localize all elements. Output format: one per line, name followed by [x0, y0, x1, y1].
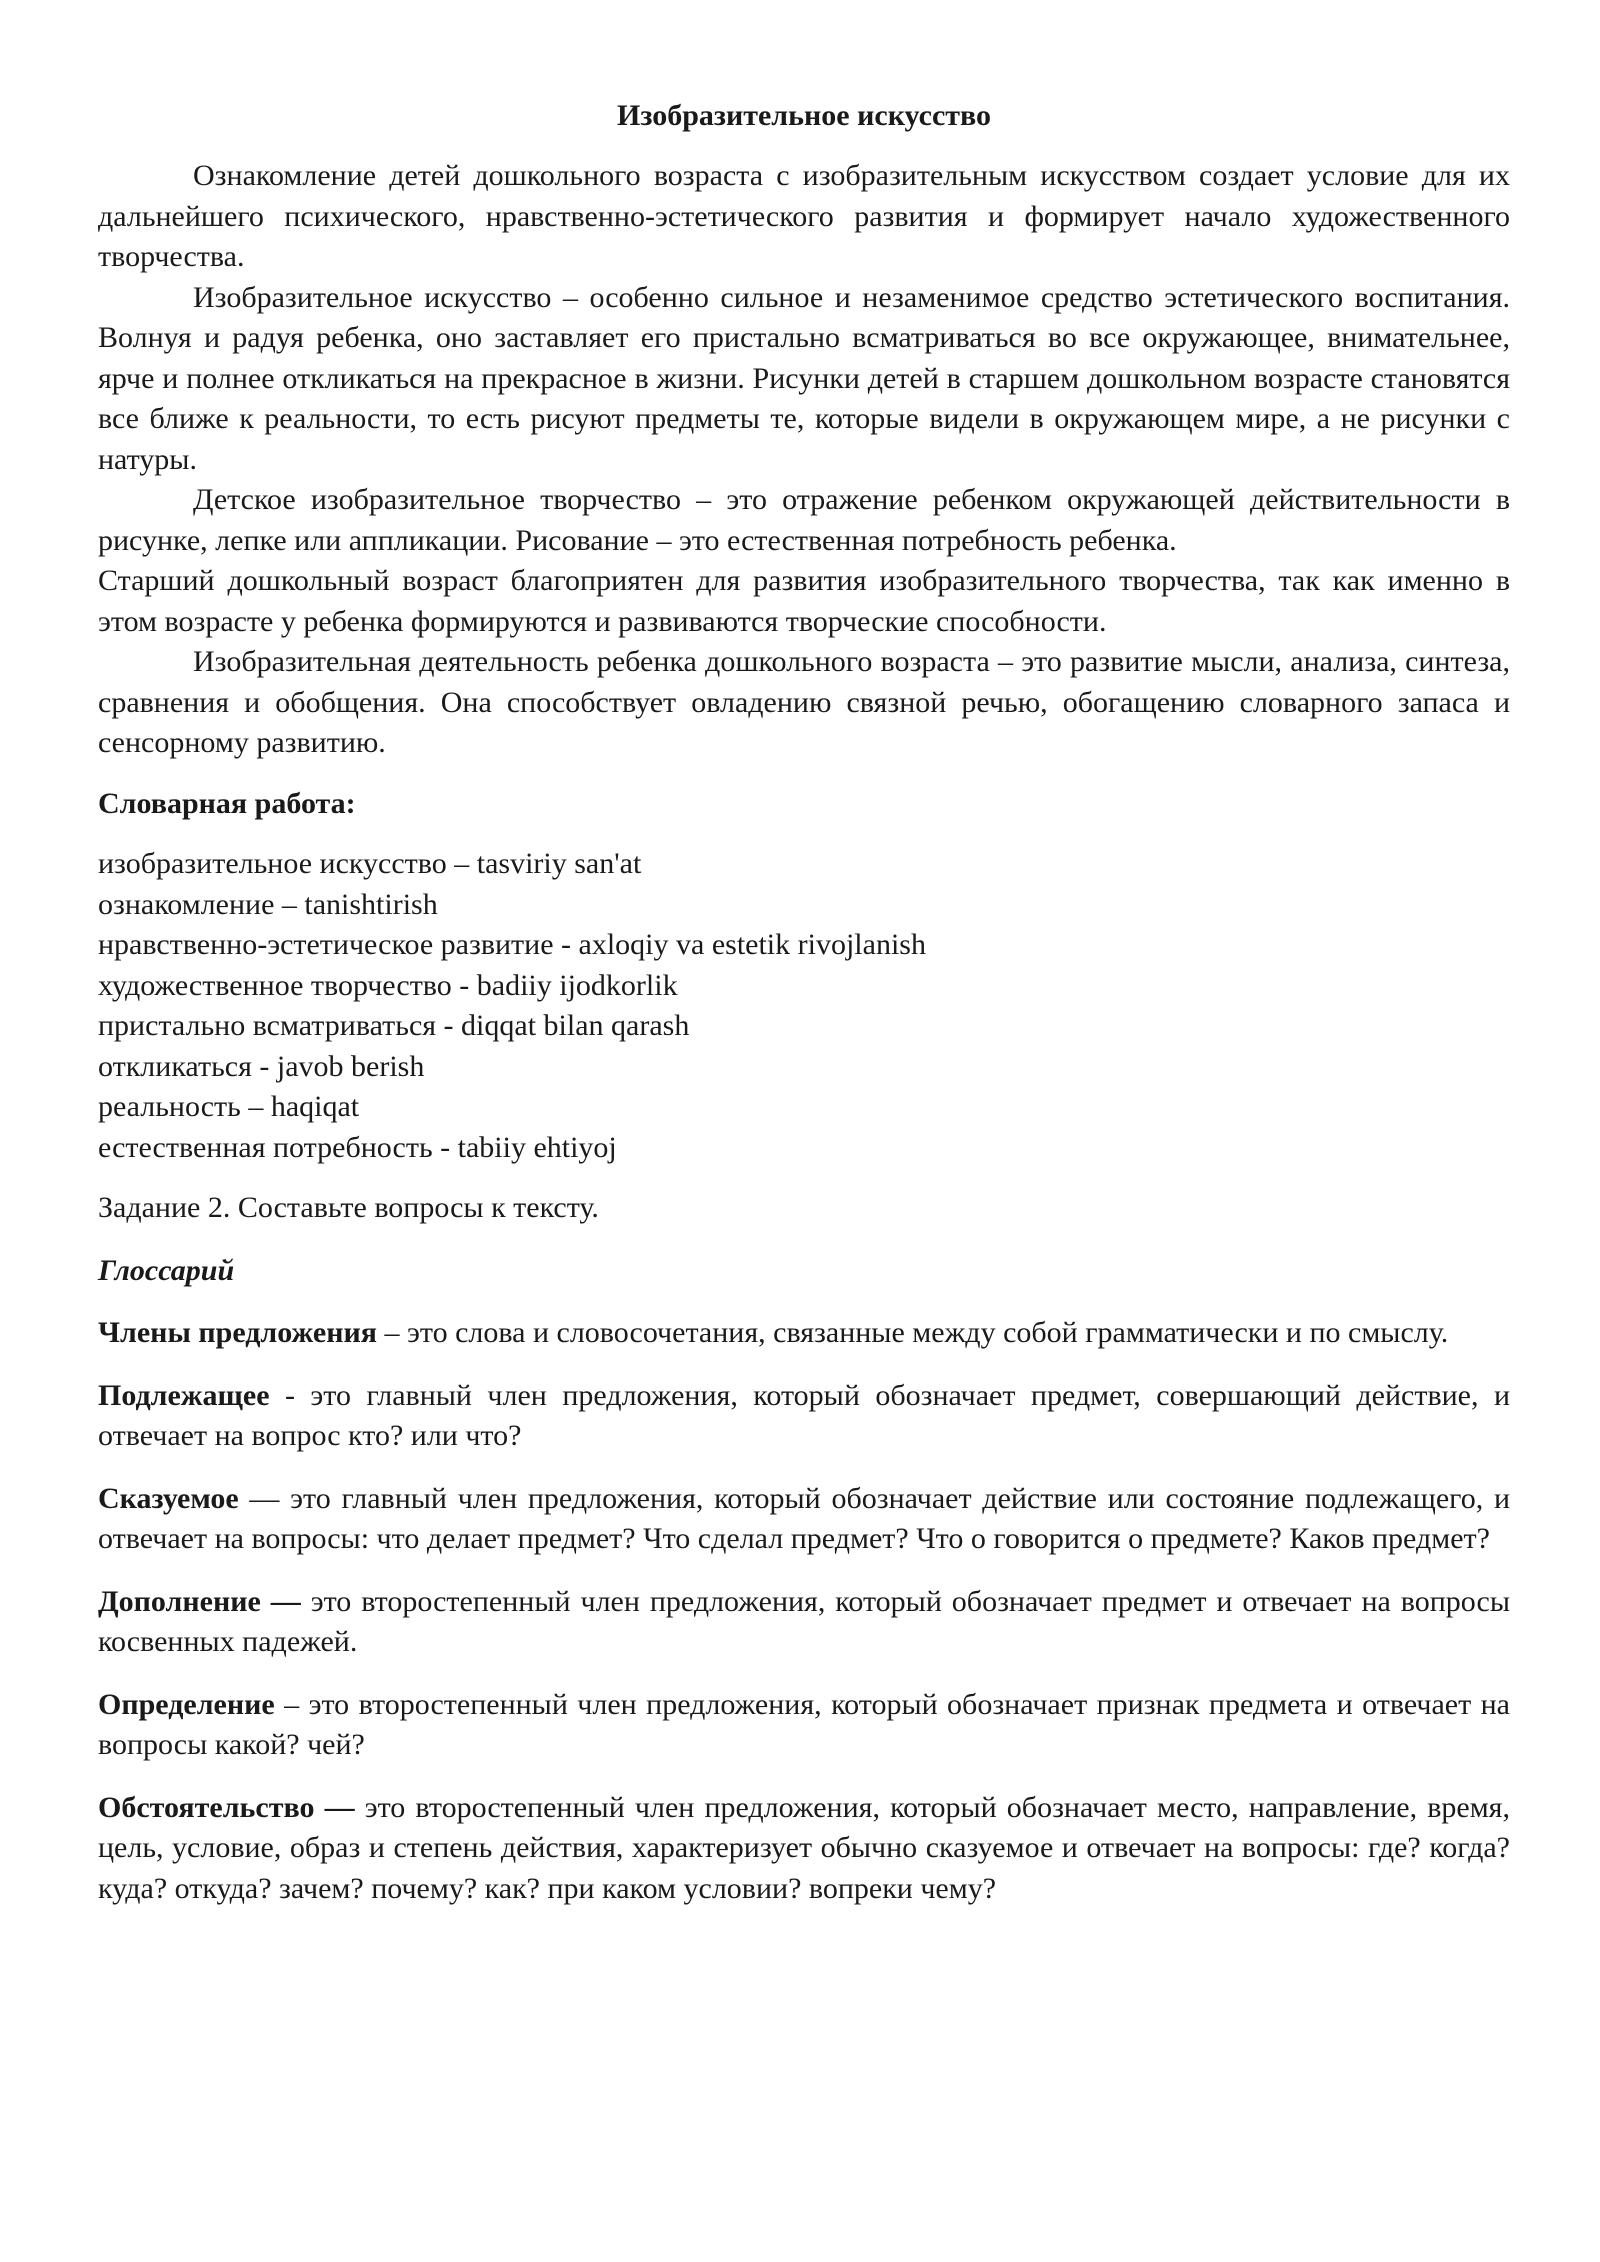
glossary-term: Дополнение —: [98, 1584, 301, 1618]
vocab-heading: Словарная работа:: [98, 786, 356, 820]
glossary-term: Члены предложения: [98, 1316, 377, 1349]
glossary-term: Обстоятельство —: [98, 1790, 355, 1824]
glossary-definition: – это второстепенный член предложения, который обозначает признак предмета и отвечает на вопросы какой? чей?: [98, 1687, 1510, 1761]
glossary-definition: это второстепенный член предложения, который обозначает место, направление, время, цель, условие, образ и степень действия, характеризует обычно сказуемое и отвечает на вопросы: где? когда? куда? откуда? зачем? почему? как? при каком условии? вопреки чему?: [98, 1790, 1510, 1905]
vocab-item: естественная потребность - tabiiy ehtiyoj: [98, 1130, 617, 1164]
glossary-entry: [98, 1685, 1510, 1766]
vocab-item: художественное творчество - badiiy ijodkorlik: [98, 968, 678, 1002]
vocab-item: нравственно-эстетическое развитие - axloqiy va estetik rivojlanish: [98, 928, 926, 961]
glossary-definition: — это главный член предложения, который обозначает действие или состояние подлежащего, и отвечает на вопросы: что делает предмет? Что сделал предмет? Что о говорится о предмете? Каков предмет?: [98, 1481, 1510, 1555]
intro-paragraph-3: Детское изобразительное творчество – это отражение ребенком окружающей действительности в рисунке, лепке или аппликации. Рисование – это естественная потребность ребенка.: [98, 483, 1510, 557]
intro-paragraph-5: Изобразительная деятельность ребенка дошкольного возраста – это развитие мысли, анализа, синтеза, сравнения и обобщения. Она способствует овладению связной речью, обогащению словарного запаса и сенсорному развитию.: [98, 645, 1510, 759]
vocab-list: [98, 844, 1510, 1168]
vocab-item: пристально всматриваться - diqqat bilan qarash: [98, 1009, 690, 1042]
task-line: Задание 2. Составьте вопросы к тексту.: [98, 1191, 599, 1224]
intro-paragraph-4: Старший дошкольный возраст благоприятен для развития изобразительного творчества, так как именно в этом возрасте у ребенка формируются и развиваются творческие способности.: [98, 564, 1510, 638]
glossary-term: Сказуемое: [98, 1481, 239, 1515]
glossary-entry: [98, 1376, 1510, 1457]
glossary-definition: – это слова и словосочетания, связанные между собой грамматически и по смыслу.: [377, 1316, 1449, 1349]
vocab-item: изобразительное искусство – tasviriy san'at: [98, 847, 642, 880]
document-page: [98, 96, 1510, 1931]
vocab-item: ознакомление – tanishtirish: [98, 887, 438, 921]
glossary-definition: это второстепенный член предложения, который обозначает предмет и отвечает на вопросы косвенных падежей.: [98, 1584, 1510, 1658]
vocab-item: откликаться - javob berish: [98, 1049, 425, 1083]
intro-paragraph-2: Изобразительное искусство – особенно сильное и незаменимое средство эстетического воспитания. Волнуя и радуя ребенка, оно заставляет его пристально всматриваться во все окружающее, внимательнее, ярче и полнее откликаться на прекрасное в жизни. Рисунки детей в старшем дошкольном возрасте становятся все ближе к реальности, то есть рисуют предметы те, которые видели в окружающем мире, а не рисунки с натуры.: [98, 280, 1510, 476]
glossary-term: Подлежащее: [98, 1378, 270, 1412]
glossary-definition: - это главный член предложения, который обозначает предмет, совершающий действие, и отвечает на вопрос кто? или что?: [98, 1378, 1510, 1452]
document-title: Изобразительное искусство: [617, 99, 991, 132]
glossary-entry: [98, 1479, 1510, 1560]
glossary-term: Определение: [98, 1687, 275, 1721]
glossary-entry: [98, 1313, 1510, 1354]
glossary-heading: Глоссарий: [98, 1253, 235, 1287]
intro-paragraph-1: Ознакомление детей дошкольного возраста с изобразительным искусством создает условие для их дальнейшего психического, нравственно-эстетического развития и формирует начало художественного творчества.: [98, 159, 1510, 273]
vocab-item: реальность – haqiqat: [98, 1090, 360, 1123]
glossary-entry: [98, 1788, 1510, 1910]
glossary-entry: [98, 1582, 1510, 1663]
